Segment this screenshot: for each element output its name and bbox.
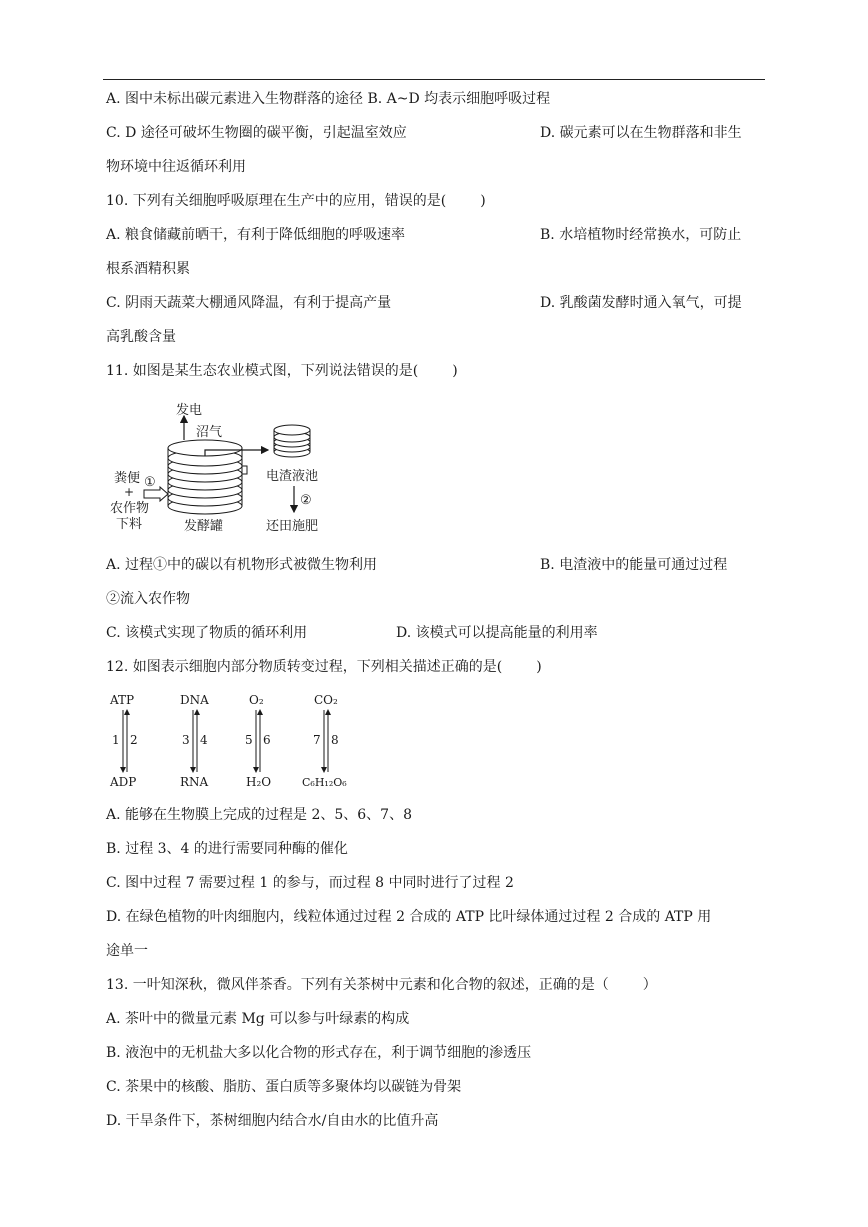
pair-bottom-label: H₂O xyxy=(246,775,272,789)
tank-label: 发酵罐 xyxy=(184,519,224,534)
q11-stem: 11. 如图是某生态农业模式图，下列说法错误的是( ) xyxy=(106,363,458,379)
process-number: 6 xyxy=(263,733,271,747)
conversion-figure xyxy=(106,690,366,792)
q10-stem: 10. 下列有关细胞呼吸原理在生产中的应用，错误的是( ) xyxy=(106,193,486,209)
header-rule xyxy=(103,79,765,80)
q11-option-d: D. 该模式可以提高能量的利用率 xyxy=(396,625,598,641)
q12-option-a: A. 能够在生物膜上完成的过程是 2、5、6、7、8 xyxy=(106,807,412,823)
process-number: 5 xyxy=(245,733,253,747)
pair-bottom-label: RNA xyxy=(180,775,209,789)
q11-option-b: B. 电渣液中的能量可通过过程 xyxy=(540,557,728,573)
q9-option-c: C. D 途径可破坏生物圈的碳平衡，引起温室效应 xyxy=(106,125,407,141)
pair-top-label: CO₂ xyxy=(314,693,338,707)
pool-label: 电渣液池 xyxy=(266,469,319,484)
q9-option-d-cont: 物环境中往返循环利用 xyxy=(106,159,246,175)
q12-option-d-cont: 途单一 xyxy=(106,943,148,959)
q13-option-d: D. 干旱条件下，茶树细胞内结合水/自由水的比值升高 xyxy=(106,1113,439,1129)
ecological-agriculture-figure xyxy=(108,396,338,540)
biogas-label: 沼气 xyxy=(196,425,223,440)
process-number: 8 xyxy=(331,733,339,747)
process-number: 7 xyxy=(313,733,321,747)
q10-option-b: B. 水培植物时经常换水，可防止 xyxy=(540,227,742,243)
crop-label-2: 下料 xyxy=(116,517,143,532)
pair-atp xyxy=(109,693,138,789)
plus-label: + xyxy=(124,485,135,499)
q13-stem: 13. 一叶知深秋，微风伴茶香。下列有关茶树中元素和化合物的叙述，正确的是（ ） xyxy=(106,977,657,993)
q10-option-b-cont: 根系酒精积累 xyxy=(106,261,190,277)
q12-option-d: D. 在绿色植物的叶肉细胞内，线粒体通过过程 2 合成的 ATP 比叶绿体通过过程 2 合成的 ATP 用 xyxy=(106,909,712,925)
process-number: 3 xyxy=(182,733,190,747)
q10-option-c: C. 阴雨天蔬菜大棚通风降温，有利于提高产量 xyxy=(106,295,392,311)
q11-option-c: C. 该模式实现了物质的循环利用 xyxy=(106,625,308,641)
crop-label: 农作物 xyxy=(110,501,150,516)
q11-option-b-cont: ②流入农作物 xyxy=(106,591,190,607)
q13-option-b: B. 液泡中的无机盐大多以化合物的形式存在，利于调节细胞的渗透压 xyxy=(106,1045,532,1061)
process-1-label: ① xyxy=(144,475,156,490)
process-number: 1 xyxy=(112,733,120,747)
process-2-label: ② xyxy=(300,493,312,508)
q10-option-d-cont: 高乳酸含量 xyxy=(106,329,176,345)
q12-stem: 12. 如图表示细胞内部分物质转变过程，下列相关描述正确的是( ) xyxy=(106,659,542,675)
pair-bottom-label: C₆H₁₂O₆ xyxy=(302,776,347,789)
q13-option-c: C. 茶果中的核酸、脂肪、蛋白质等多聚体均以碳链为骨架 xyxy=(106,1079,462,1095)
q12-option-c: C. 图中过程 7 需要过程 1 的参与，而过程 8 中同时进行了过程 2 xyxy=(106,875,514,891)
pair-o2 xyxy=(245,693,271,789)
q10-option-a: A. 粮食储藏前晒干，有利于降低细胞的呼吸速率 xyxy=(106,227,406,243)
q12-option-b: B. 过程 3、4 的进行需要同种酶的催化 xyxy=(106,841,348,857)
q10-option-d: D. 乳酸菌发酵时通入氧气，可提 xyxy=(540,295,742,311)
q9-option-d: D. 碳元素可以在生物群落和非生 xyxy=(540,125,742,141)
pair-co2 xyxy=(302,693,347,789)
pair-top-label: ATP xyxy=(110,693,135,707)
slurry-pool xyxy=(274,425,310,457)
pair-top-label: DNA xyxy=(180,693,209,707)
q9-option-a-b: A. 图中未标出碳元素进入生物群落的途径 B. A~D 均表示细胞呼吸过程 xyxy=(106,91,551,107)
pair-bottom-label: ADP xyxy=(110,775,137,789)
process-number: 4 xyxy=(200,733,208,747)
manure-label: 粪便 xyxy=(114,471,141,486)
q13-option-a: A. 茶叶中的微量元素 Mg 可以参与叶绿素的构成 xyxy=(106,1011,410,1027)
power-label: 发电 xyxy=(176,403,203,418)
pair-dna xyxy=(180,693,209,789)
pair-top-label: O₂ xyxy=(249,693,264,707)
process-number: 2 xyxy=(130,733,138,747)
fertilize-label: 还田施肥 xyxy=(266,519,319,534)
q11-option-a: A. 过程①中的碳以有机物形式被微生物利用 xyxy=(106,557,378,573)
